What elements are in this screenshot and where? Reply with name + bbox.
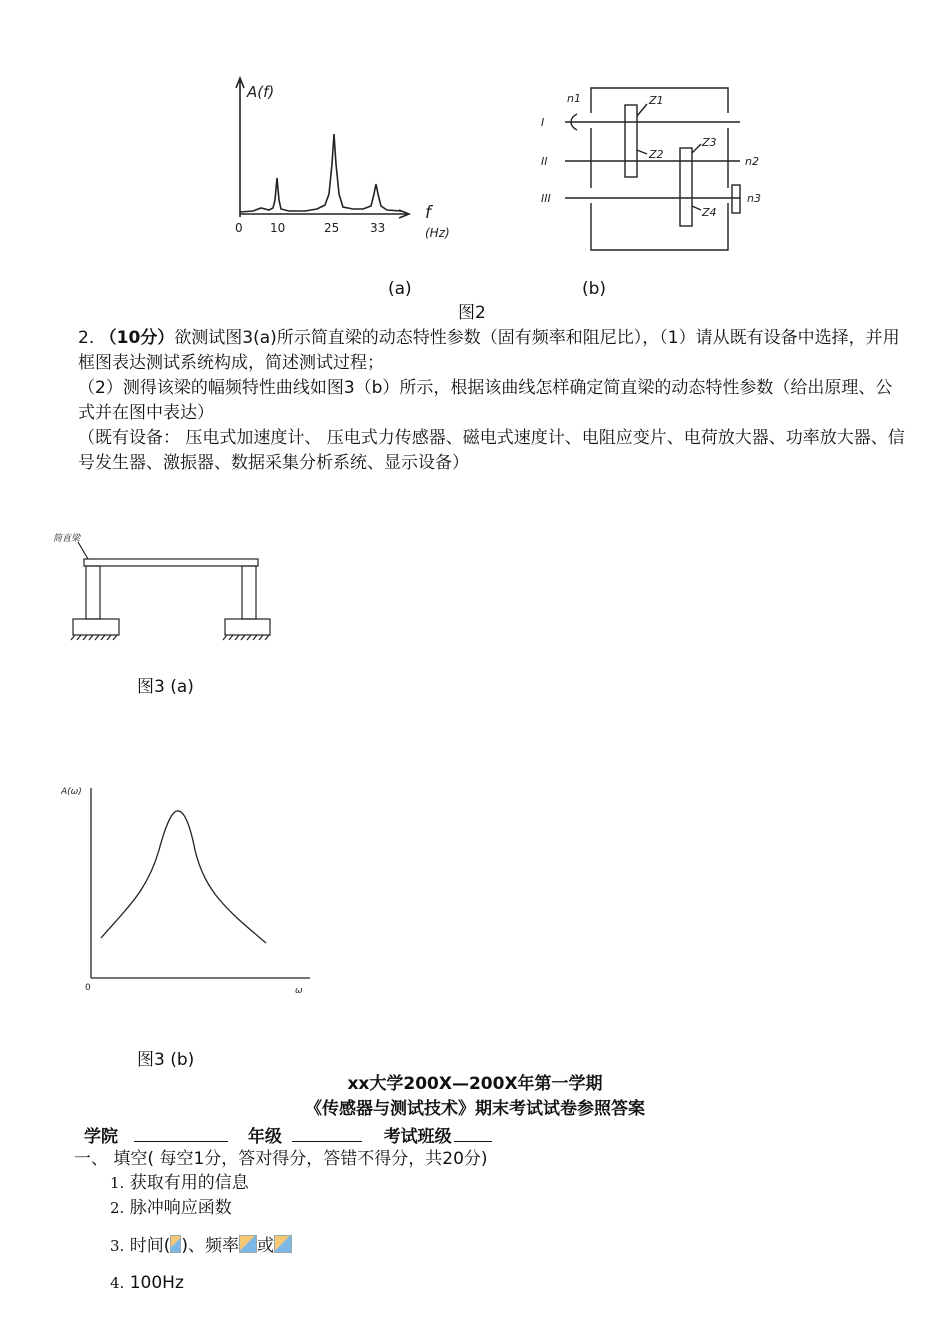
y-axis-label: A(f) (247, 83, 275, 101)
item-text: 获取有用的信息 (129, 1173, 249, 1193)
item-text: 100Hz (129, 1273, 184, 1293)
figure-2-caption: 图2 (458, 303, 486, 323)
college-label: 学院 (84, 1127, 118, 1147)
right-support-post (242, 566, 256, 619)
question-score: （10分） (99, 328, 175, 348)
answer-title: xx大学200X—200X年第一学期 (347, 1074, 603, 1094)
question-text: 欲测试图3(a)所示简直梁的动态特性参数（固有频率和阻尼比），（1）请从既有设备中选择，并用框图表达测试系统构成，简述测试过程； (78, 328, 900, 373)
shaft-label: II (541, 155, 548, 168)
gear-z3-z4 (680, 148, 692, 226)
figure-2a-caption: (a) (388, 279, 412, 299)
resonance-curve (101, 811, 266, 943)
gear-label: Z3 (702, 136, 717, 149)
y-axis-label: A(ω) (61, 787, 82, 797)
answer-fields (84, 1123, 492, 1149)
right-base (225, 619, 270, 635)
x-axis-label: f (425, 203, 431, 223)
gear-label: Z4 (702, 206, 717, 219)
answer-item (110, 1271, 184, 1295)
origin-label: 0 (85, 983, 91, 993)
gear-z1-z2 (625, 105, 637, 177)
output-gear (732, 185, 740, 213)
gear-label: Z1 (649, 94, 664, 107)
figure-2b-caption: (b) (582, 279, 607, 299)
speed-label: n1 (567, 92, 581, 105)
grade-blank[interactable] (292, 1123, 362, 1142)
figure-3a-beam (48, 530, 278, 650)
figure-3b-amplitude-curve (55, 780, 325, 995)
question-2-part1 (78, 326, 906, 376)
beam (84, 559, 258, 566)
question-2-equipment: （既有设备： 压电式加速度计、 压电式力传感器、磁电式速度计、电阻应变片、电荷放大器、功率放大器、信号发生器、激振器、数据采集分析系统、显示设备） (78, 428, 905, 473)
item-number: 1. (110, 1174, 125, 1192)
answer-item (110, 1196, 232, 1220)
x-axis-label: ω (295, 986, 303, 995)
beam-label: 简直梁 (53, 534, 81, 544)
class-label: 考试班级 (383, 1127, 452, 1147)
formula-image-icon (239, 1235, 257, 1253)
figure-2a-spectrum (225, 72, 475, 247)
item-number: 3. (110, 1237, 125, 1255)
tick-label: 33 (370, 221, 386, 235)
class-blank[interactable] (454, 1123, 492, 1142)
formula-image-icon (170, 1235, 181, 1253)
answer-item (110, 1234, 292, 1258)
figure-3a-caption: 图3 (a) (137, 677, 194, 697)
college-blank[interactable] (134, 1123, 228, 1142)
spectrum-curve (240, 134, 401, 212)
item-number: 2. (110, 1199, 125, 1217)
item-text-a: 时间( (129, 1236, 171, 1256)
grade-label: 年级 (247, 1127, 282, 1147)
x-axis-unit: (Hz) (425, 226, 450, 240)
item-text-c: 或 (257, 1236, 274, 1256)
right-ground-hatch (223, 635, 269, 640)
answer-subtitle: 《传感器与测试技术》期末考试试卷参照答案 (305, 1099, 645, 1119)
shaft-label: III (541, 192, 551, 205)
tick-label: 0 (235, 221, 243, 235)
left-support-post (86, 566, 100, 619)
answer-item (110, 1171, 249, 1195)
tick-label: 25 (324, 221, 340, 235)
section-1-heading: 一、 填空( 每空1分，答对得分，答错不得分，共20分) (74, 1149, 488, 1169)
shaft-label: I (541, 116, 545, 129)
item-number: 4. (110, 1274, 125, 1292)
formula-image-icon (274, 1235, 292, 1253)
item-text-b: )、频率 (181, 1236, 239, 1256)
question-2-part2: （2）测得该梁的幅频特性曲线如图3（b）所示，根据该曲线怎样确定简直梁的动态特性参数（给出原理、公式并在图中表达） (78, 378, 893, 423)
left-base (73, 619, 119, 635)
gear-label: Z2 (649, 148, 664, 161)
figure-3b-caption: 图3 (b) (137, 1050, 195, 1070)
tick-label: 10 (270, 221, 286, 235)
beam-leader (78, 542, 88, 559)
figure-2b-gear-train (535, 78, 780, 258)
speed-label: n3 (747, 192, 761, 205)
question-number: 2. (78, 328, 95, 348)
item-text: 脉冲响应函数 (129, 1198, 232, 1218)
speed-label: n2 (745, 155, 759, 168)
left-ground-hatch (71, 635, 117, 640)
